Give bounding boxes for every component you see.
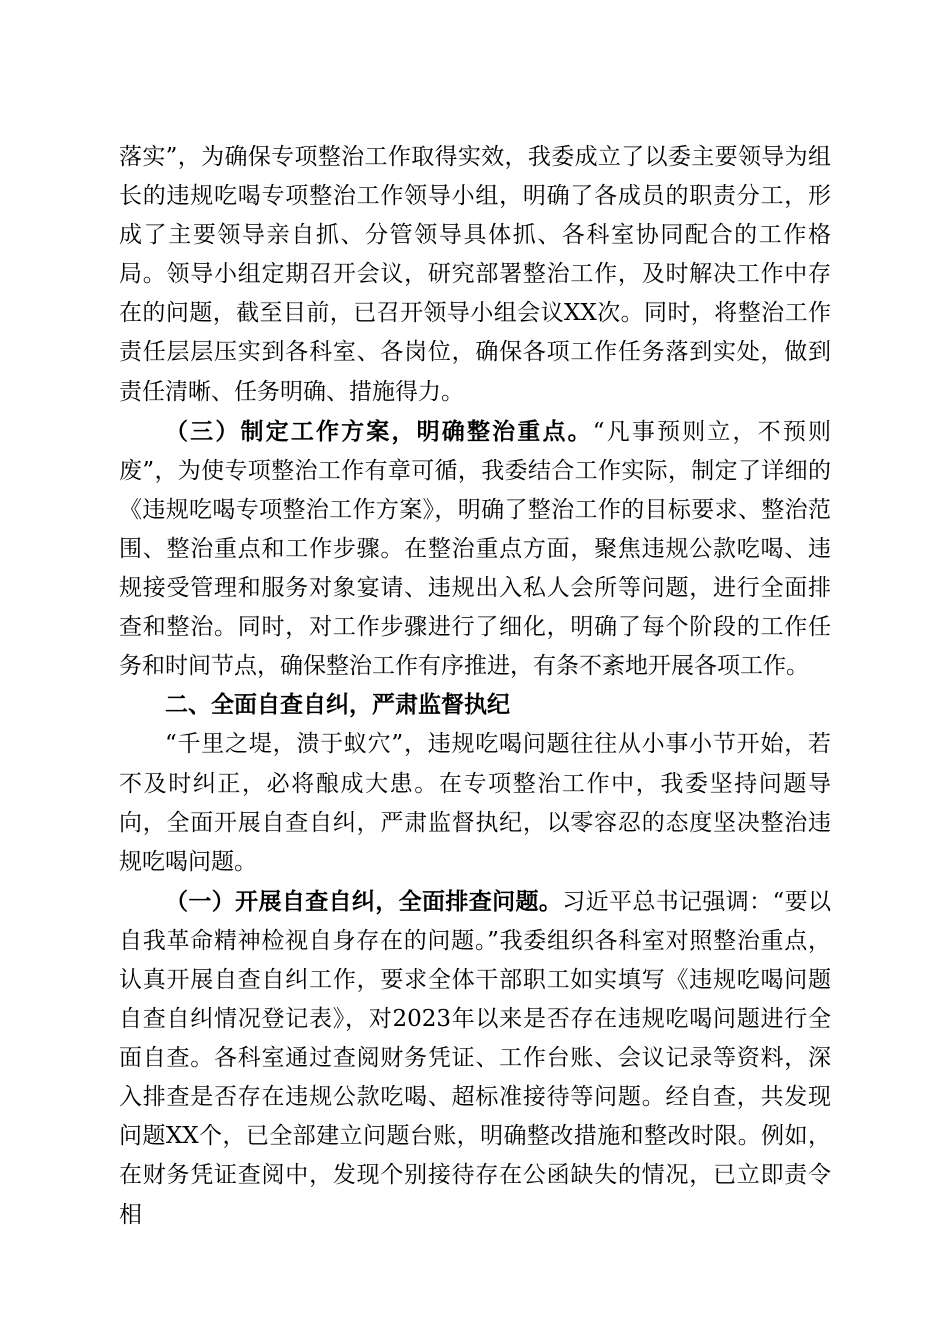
document-page	[119, 138, 831, 1235]
paragraph-self-inspection-intro: “千里之堤，溃于蚁穴”，违规吃喝问题往往从小事小节开始，若不及时纠正，必将酿成大患。在专项整治工作中，我委坚持问题导向，全面开展自查自纠，严肃监督执纪，以零容忍的态度坚决整治违规吃喝问题。	[119, 731, 831, 875]
paragraph-self-inspection	[119, 882, 831, 1235]
paragraph-work-plan-body: “凡事预则立，不预则废”，为使专项整治工作有章可循，我委结合工作实际，制定了详细的《违规吃喝专项整治工作方案》，明确了整治工作的目标要求、整治范围、整治重点和工作步骤。在整治重点方面，聚焦违规公款吃喝、违规接受管理和服务对象宴请、违规出入私人会所等问题，进行全面排查和整治。同时，对工作步骤进行了细化，明确了每个阶段的工作任务和时间节点，确保整治工作有序推进，有条不紊地开展各项工作。	[119, 418, 832, 680]
subheading-self-inspection: （一）开展自查自纠，全面排查问题。	[165, 887, 563, 915]
paragraph-self-inspection-body: 习近平总书记强调：“要以自我革命精神检视自身存在的问题。”我委组织各科室对照整治重点，认真开展自查自纠工作，要求全体干部职工如实填写《违规吃喝问题自查自纠情况登记表》，对2023年以来是否存在违规吃喝问题进行全面自查。各科室通过查阅财务凭证、工作台账、会议记录等资料，深入排查是否存在违规公款吃喝、超标准接待等问题。经自查，共发现问题XX个，已全部建立问题台账，明确整改措施和整改时限。例如，在财务凭证查阅中，发现个别接待存在公函缺失的情况，已立即责令相	[119, 888, 831, 1228]
paragraph-leadership-group: 落实”，为确保专项整治工作取得实效，我委成立了以委主要领导为组长的违规吃喝专项整治工作领导小组，明确了各成员的职责分工，形成了主要领导亲自抓、分管领导具体抓、各科室协同配合的工作格局。领导小组定期召开会议，研究部署整治工作，及时解决工作中存在的问题，截至目前，已召开领导小组会议XX次。同时，将整治工作责任层层压实到各科室、各岗位，确保各项工作任务落到实处，做到责任清晰、任务明确、措施得力。	[119, 144, 831, 405]
paragraph-work-plan	[119, 412, 831, 687]
subheading-work-plan: （三）制定工作方案，明确整治重点。	[165, 417, 593, 445]
section-heading-two: 二、全面自查自纠，严肃监督执纪	[165, 692, 510, 719]
